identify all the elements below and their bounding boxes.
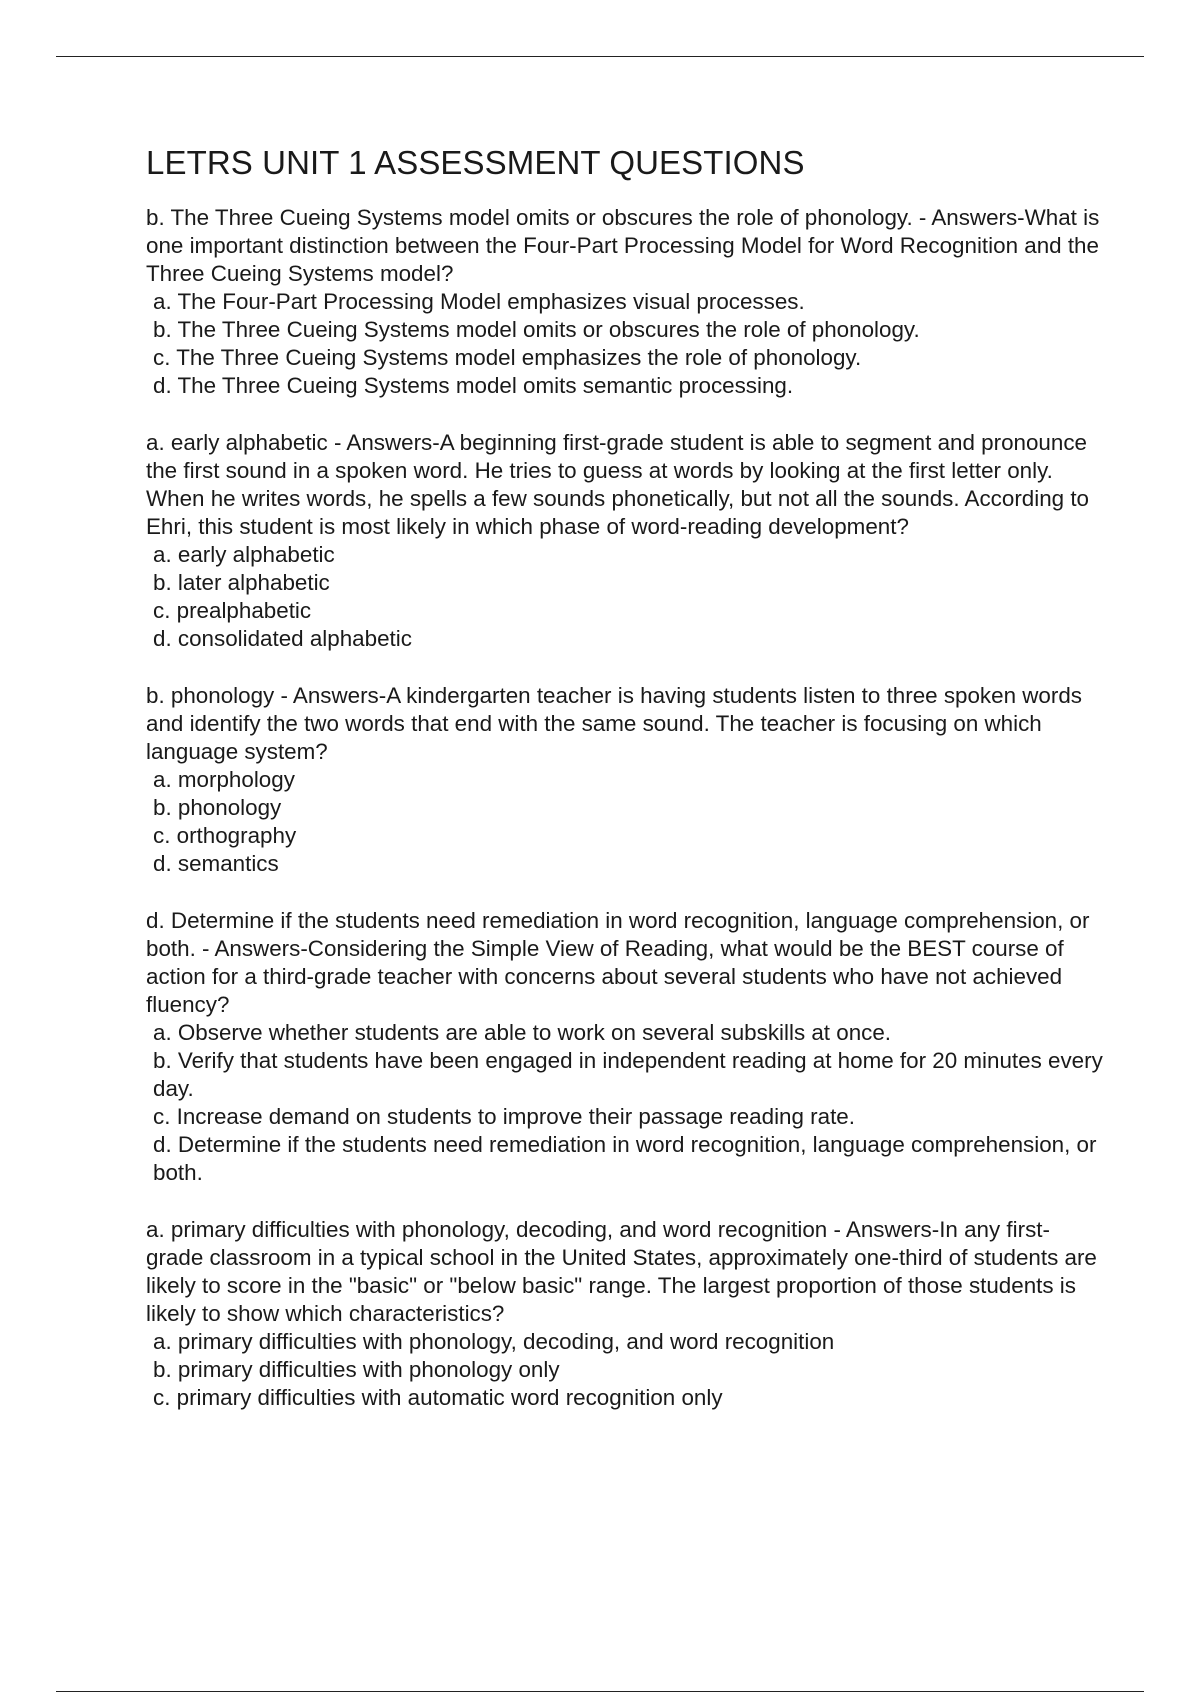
question-block-5 bbox=[146, 1216, 1106, 1412]
answer-option: d. Determine if the students need remediation in word recognition, language comprehension, or both. bbox=[153, 1132, 1097, 1185]
document-body bbox=[146, 142, 1106, 1441]
header-rule bbox=[56, 56, 1144, 57]
answer-option: b. phonology bbox=[153, 795, 282, 820]
answer-option: c. primary difficulties with automatic word recognition only bbox=[153, 1385, 723, 1410]
answer-option: b. primary difficulties with phonology only bbox=[153, 1357, 560, 1382]
answer-option: a. primary difficulties with phonology, decoding, and word recognition bbox=[153, 1329, 835, 1354]
question-text: a. early alphabetic - Answers-A beginning first-grade student is able to segment and pronounce the first sound in a spoken word. He tries to guess at words by looking at the first letter only. When he writes words, he spells a few sounds phonetically, but not all the sounds. According to Ehri, this student is most likely in which phase of word-reading development? bbox=[146, 430, 1090, 539]
answer-option: d. semantics bbox=[153, 851, 279, 876]
answer-option: a. morphology bbox=[153, 767, 295, 792]
answer-option: c. orthography bbox=[153, 823, 297, 848]
answer-option: a. early alphabetic bbox=[153, 542, 335, 567]
page-title: LETRS UNIT 1 ASSESSMENT QUESTIONS bbox=[146, 144, 805, 181]
answer-option: b. Verify that students have been engaged in independent reading at home for 20 minutes every day. bbox=[153, 1048, 1103, 1101]
answer-option: c. Increase demand on students to improve their passage reading rate. bbox=[153, 1104, 855, 1129]
answer-option: b. The Three Cueing Systems model omits or obscures the role of phonology. bbox=[153, 317, 920, 342]
question-text: d. Determine if the students need remediation in word recognition, language comprehension, or both. - Answers-Considering the Simple View of Reading, what would be the BEST course of action for a third-grade teacher with concerns about several students who have not achieved fluency? bbox=[146, 908, 1090, 1017]
question-text: b. phonology - Answers-A kindergarten teacher is having students listen to three spoken words and identify the two words that end with the same sound. The teacher is focusing on which language system? bbox=[146, 683, 1082, 764]
answer-option: c. prealphabetic bbox=[153, 598, 312, 623]
question-text: a. primary difficulties with phonology, decoding, and word recognition - Answers-In any first-grade classroom in a typical school in the United States, approximately one-third of students are likely to score in the "basic" or "below basic" range. The largest proportion of those students is likely to show which characteristics? bbox=[146, 1217, 1097, 1326]
answer-option: d. The Three Cueing Systems model omits semantic processing. bbox=[153, 373, 794, 398]
answer-option: b. later alphabetic bbox=[153, 570, 330, 595]
question-block-1 bbox=[146, 204, 1106, 400]
answer-option: c. The Three Cueing Systems model emphasizes the role of phonology. bbox=[153, 345, 862, 370]
footer-rule bbox=[56, 1691, 1144, 1692]
answer-option: a. The Four-Part Processing Model emphasizes visual processes. bbox=[153, 289, 805, 314]
question-block-3 bbox=[146, 682, 1106, 878]
question-block-2 bbox=[146, 429, 1106, 653]
answer-option: a. Observe whether students are able to work on several subskills at once. bbox=[153, 1020, 892, 1045]
answer-option: d. consolidated alphabetic bbox=[153, 626, 412, 651]
question-block-4 bbox=[146, 907, 1106, 1187]
question-text: b. The Three Cueing Systems model omits or obscures the role of phonology. - Answers-What is one important distinction between the Four-Part Processing Model for Word Recognition and the Three Cueing Systems model? bbox=[146, 205, 1100, 286]
